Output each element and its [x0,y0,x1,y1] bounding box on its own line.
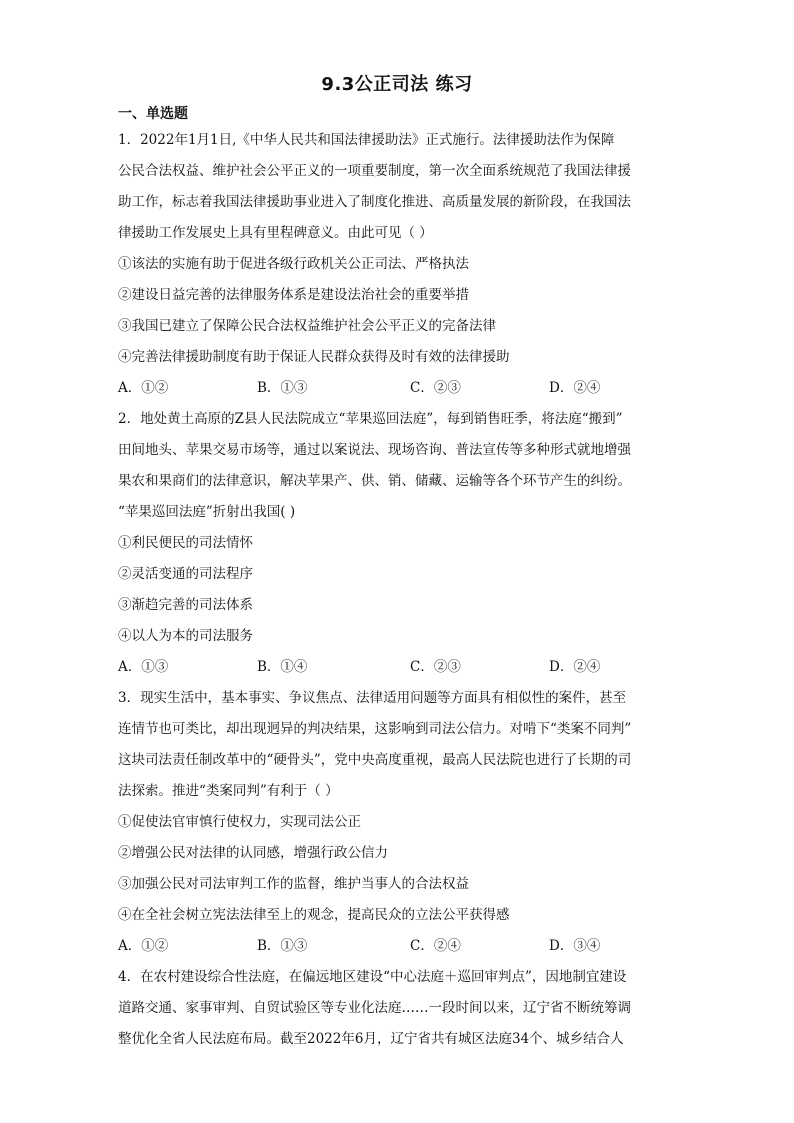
statement-option: ②灵活变通的司法程序 [118,566,253,582]
question-1 [118,125,678,404]
section-heading: 一、单选题 [118,106,188,122]
choice-a: A．①③ [118,659,169,675]
statement-option: ④以人为本的司法服务 [118,628,253,644]
question-stem-line: 田间地头、苹果交易市场等，通过以案说法、现场咨询、普法宣传等多种形式就地增强 [118,442,631,458]
statement-option: ③我国已建立了保障公民合法权益维护社会公平正义的完备法律 [118,318,496,334]
statement-option: ③渐趋完善的司法体系 [118,597,253,613]
choice-b: B．①④ [257,659,308,675]
statement-option: ④完善法律援助制度有助于保证人民群众获得及时有效的法律援助 [118,349,510,365]
choice-c: C．②③ [410,659,461,675]
question-stem-line: 1．2022年1月1日,《中华人民共和国法律援助法》正式施行。法律援助法作为保障 [118,132,615,148]
question-stem-line: “苹果巡回法庭”折射出我国( ) [118,504,296,520]
answer-choices [118,373,678,404]
question-stem-line: 助工作，标志着我国法律援助事业进入了制度化推进、高质量发展的新阶段，在我国法 [118,194,631,210]
choice-d: D．③④ [549,938,601,954]
question-stem-line: 连情节也可类比，却出现迥异的判决结果，这影响到司法公信力。对啃下“类案不同判” [118,721,632,737]
statement-option: ①该法的实施有助于促进各级行政机关公正司法、严格执法 [118,256,469,272]
question-2 [118,404,678,683]
choice-a: A．①② [118,380,169,396]
question-stem-line: 果农和果商们的法律意识，解决苹果产、供、销、储藏、运输等各个环节产生的纠纷。 [118,473,631,489]
page-title: 9.3公正司法 练习 [321,74,473,95]
question-stem-line: 法探索。推进“类案同判”有利于（ ） [118,783,339,799]
question-stem-line: 这块司法责任制改革中的“硬骨头”，党中央高度重视，最高人民法院也进行了长期的司 [118,752,632,768]
question-stem-line: 律援助工作发展史上具有里程碑意义。由此可见（ ） [118,225,433,241]
question-stem-line: 道路交通、家事审判、自贸试验区等专业化法庭……一段时间以来，辽宁省不断统筹调 [118,1000,631,1016]
question-stem-line: 3．现实生活中，基本事实、争议焦点、法律适用问题等方面具有相似性的案件，甚至 [118,690,627,706]
statement-option: ④在全社会树立宪法法律至上的观念，提高民众的立法公平获得感 [118,907,510,923]
choice-c: C．②③ [410,380,461,396]
choice-b: B．①③ [257,938,308,954]
statement-option: ②增强公民对法律的认同感，增强行政公信力 [118,845,388,861]
choice-a: A．①② [118,938,169,954]
statement-option: ①利民便民的司法情怀 [118,535,253,551]
choice-b: B．①③ [257,380,308,396]
answer-choices [118,931,678,962]
question-stem-line: 4．在农村建设综合性法庭，在偏远地区建设“中心法庭＋巡回审判点”，因地制宜建设 [118,969,627,985]
statement-option: ②建设日益完善的法律服务体系是建设法治社会的重要举措 [118,287,469,303]
question-3 [118,683,678,962]
questions-container [118,125,678,1055]
statement-option: ①促使法官审慎行使权力，实现司法公正 [118,814,361,830]
statement-option: ③加强公民对司法审判工作的监督，维护当事人的合法权益 [118,876,469,892]
answer-choices [118,652,678,683]
question-stem-line: 公民合法权益、维护社会公平正义的一项重要制度，第一次全面系统规范了我国法律援 [118,163,631,179]
choice-c: C．②④ [410,938,461,954]
choice-d: D．②④ [549,380,601,396]
question-4 [118,962,678,1055]
choice-d: D．②④ [549,659,601,675]
question-stem-line: 整优化全省人民法庭布局。截至2022年6月，辽宁省共有城区法庭34个、城乡结合人 [118,1031,624,1047]
question-stem-line: 2．地处黄土高原的Z县人民法院成立“苹果巡回法庭”，每到销售旺季，将法庭“搬到” [118,411,623,427]
